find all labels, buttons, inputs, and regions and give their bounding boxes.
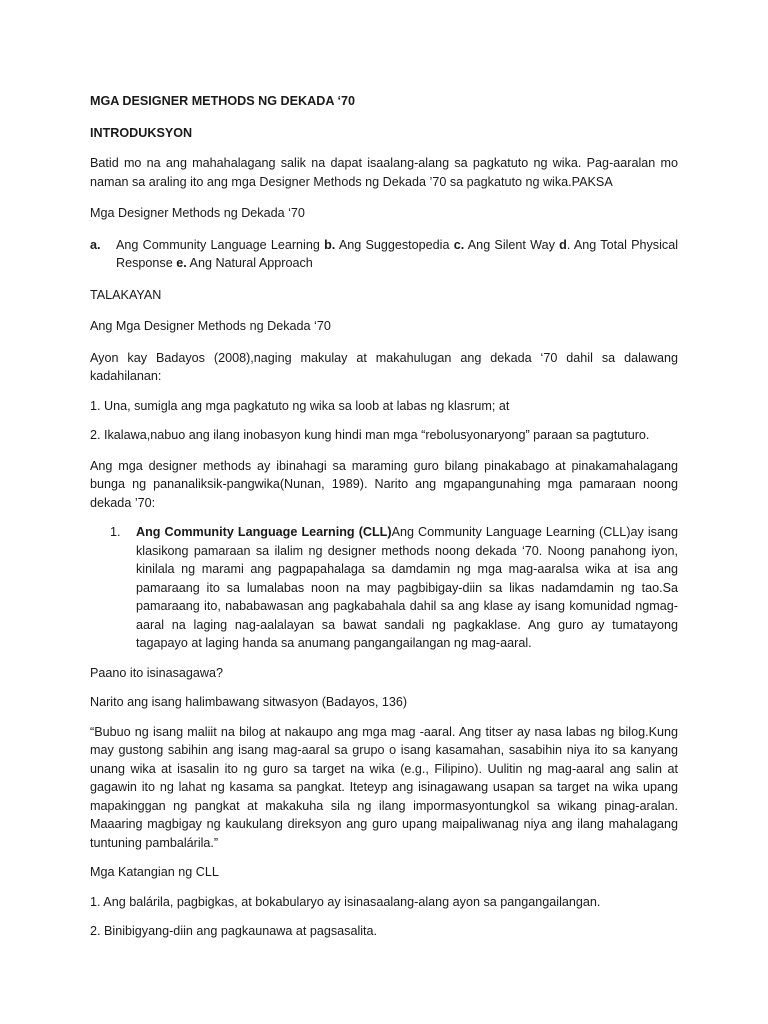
reason-1: 1. Una, sumigla ang mga pagkatuto ng wika sa loob at labas ng klasrum; at — [90, 398, 510, 413]
talakayan-heading: TALAKAYAN — [90, 287, 162, 302]
section-title: Ang Mga Designer Methods ng Dekada ‘70 — [90, 319, 331, 333]
topic-d-text: . Ang Total Physical Response — [116, 237, 679, 270]
document-title: MGA DESIGNER METHODS NG DEKADA ‘70 — [90, 94, 355, 108]
topic-b-marker: b. — [324, 237, 336, 252]
reason-2: 2. Ikalawa,nabuo ang ilang inobasyon kung hindi man mga “rebolusyonaryong” paraan sa pagtuturo. — [90, 428, 650, 442]
topic-e-marker: e. — [176, 256, 187, 270]
topic-c-marker: c. — [453, 237, 465, 252]
topic-b-text: Ang Suggestopedia — [335, 237, 454, 252]
document-body — [90, 92, 678, 941]
intro-paragraph: Batid mo na ang mahahalagang salik na dapat isaalang-alang sa pagkatuto ng wika. Pag-aaralan mo naman sa araling ito ang mga Designer Methods ng Dekada ’70 sa pagkatuto ng wika.PAKSA — [90, 156, 678, 189]
cll-bold-lead: Ang Community Language Learning (CLL) — [136, 525, 392, 539]
cll-list-item — [90, 523, 678, 653]
topic-c-text: Ang Silent Way — [464, 237, 560, 252]
cll-item-text — [136, 523, 678, 653]
topic-list-text — [116, 236, 678, 273]
list-marker: a. — [90, 237, 101, 252]
badayos-paragraph: Ayon kay Badayos (2008),naging makulay at makahulugan ang dekada ‘70 dahil sa dalawang kadahilanan: — [90, 350, 678, 383]
example-quote: “Bubuo ng isang maliit na bilog at nakaupo ang mga mag -aaral. Ang titser ay nasa labas ng bilog.Kung may gustong sabihin ang isang mag-aaral sa grupo o isang kasamahan, sasabihin niya ito sa kanyang unang wika at isasalin ito ng guro sa target na wika (e.g., Filipino). Uulitin ng mag-aaral ang salin at gagawin ito ng lahat ng kasama sa pangkat. Iteteyp ang isinagawang usapan sa target na wika upang mapakinggan ng pangkat at makakuha sila ng ilang impormasyontungkol sa wikang pinag-aralan. Maaaring magbigay ng kaukulang direksyon ang guro upang maipaliwanag niya ang ilang mahalagang tuntuning pambalárila.” — [90, 724, 678, 850]
topic-a-text: Ang Community Language Learning — [116, 237, 325, 252]
intro-heading: INTRODUKSYON — [90, 125, 193, 140]
topic-e-text: Ang Natural Approach — [186, 256, 313, 270]
paano-question: Paano ito isinasagawa? — [90, 665, 224, 680]
katangian-1: 1. Ang balárila, pagbigkas, at bokabularyo ay isinasaalang-alang ayon sa pangangailangan. — [90, 894, 601, 909]
katangian-2: 2. Binibigyang-diin ang pagkaunawa at pagsasalita. — [90, 924, 378, 938]
topic-label: Mga Designer Methods ng Dekada ‘70 — [90, 206, 305, 220]
example-intro: Narito ang isang halimbawang sitwasyon (Badayos, 136) — [90, 695, 408, 709]
katangian-heading: Mga Katangian ng CLL — [90, 865, 219, 879]
topic-list — [90, 236, 678, 273]
designer-paragraph: Ang mga designer methods ay ibinahagi sa maraming guro bilang pinakabago at pinakamahalagang bunga ng pananaliksik-pangwika(Nunan, 1989). Narito ang mgapangunahing mga pamaraan noong dekada ’70: — [90, 458, 678, 510]
cll-description: Ang Community Language Learning (CLL)ay isang klasikong pamaraan sa ilalim ng designer methods noong dekada ‘70. Noong panahong iyon, kinilala ng marami ang pagpapahalaga sa damdamin ng mga mag-aaralsa wika at isa ang pamaraang ito sa lumalabas noon na may pagbibigay-diin sa likas nadamdamin ng tao.Sa pamaraang ito, nababawasan ang pagkabahala dahil sa ang klase ay isang komunidad ngmag-aaral na laging nag-aalalayan sa bawat sandali ng pagkaklase. Ang guro ay tumatayong tagapayo at laging handa sa anumang pangangailangan ng mag-aaral. — [136, 525, 678, 650]
topic-d-marker: d — [559, 237, 567, 252]
list-marker: 1. — [110, 525, 121, 539]
